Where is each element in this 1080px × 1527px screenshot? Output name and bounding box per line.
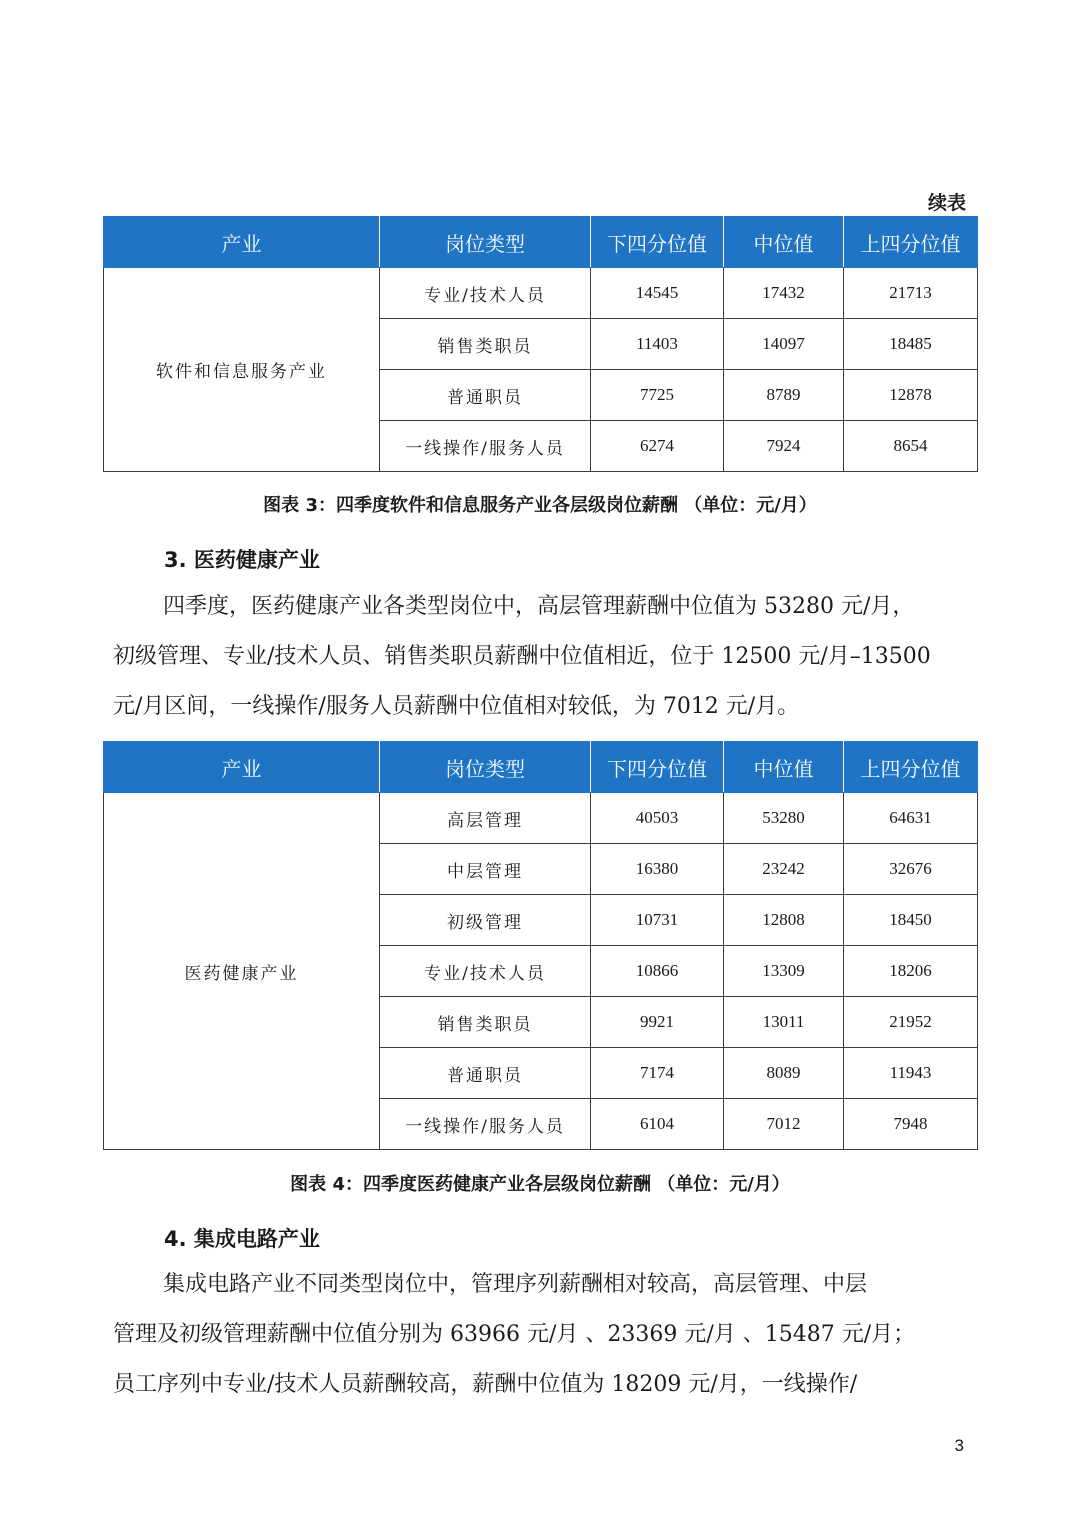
header-industry: 产业 [104,217,380,268]
salary-table-medical [103,741,978,1150]
position-cell: 销售类职员 [380,997,591,1048]
upper-quartile-cell: 11943 [844,1048,978,1099]
position-cell: 一线操作/服务人员 [380,1099,591,1150]
header-upper-quartile: 上四分位值 [844,742,978,793]
upper-quartile-cell: 7948 [844,1099,978,1150]
header-median: 中位值 [724,217,844,268]
lower-quartile-cell: 6104 [591,1099,724,1150]
position-cell: 销售类职员 [380,319,591,370]
section-heading-medical: 3. 医药健康产业 [164,548,320,572]
median-cell: 13011 [724,997,844,1048]
position-cell: 专业/技术人员 [380,946,591,997]
paragraph-medical [113,582,975,732]
header-lower-quartile: 下四分位值 [591,217,724,268]
median-cell: 8789 [724,370,844,421]
median-cell: 7012 [724,1099,844,1150]
median-cell: 8089 [724,1048,844,1099]
continued-table-label: 续表 [927,192,966,214]
position-cell: 普通职员 [380,1048,591,1099]
median-cell: 7924 [724,421,844,472]
upper-quartile-cell: 18450 [844,895,978,946]
lower-quartile-cell: 16380 [591,844,724,895]
section-heading-ic: 4. 集成电路产业 [164,1227,320,1251]
median-cell: 23242 [724,844,844,895]
paragraph-line: 元/月区间，一线操作/服务人员薪酬中位值相对较低，为 7012 元/月。 [113,694,800,719]
paragraph-line: 四季度，医药健康产业各类型岗位中，高层管理薪酬中位值为 53280 元/月， [163,594,915,619]
lower-quartile-cell: 7725 [591,370,724,421]
median-cell: 14097 [724,319,844,370]
lower-quartile-cell: 10731 [591,895,724,946]
table-caption-4: 图表 4：四季度医药健康产业各层级岗位薪酬 （单位：元/月） [290,1174,790,1195]
median-cell: 17432 [724,268,844,319]
table-caption-3: 图表 3：四季度软件和信息服务产业各层级岗位薪酬 （单位：元/月） [263,495,817,516]
position-cell: 初级管理 [380,895,591,946]
upper-quartile-cell: 18485 [844,319,978,370]
upper-quartile-cell: 32676 [844,844,978,895]
header-position-type: 岗位类型 [380,217,591,268]
lower-quartile-cell: 11403 [591,319,724,370]
position-cell: 专业/技术人员 [380,268,591,319]
upper-quartile-cell: 21713 [844,268,978,319]
lower-quartile-cell: 6274 [591,421,724,472]
header-upper-quartile: 上四分位值 [844,217,978,268]
position-cell: 中层管理 [380,844,591,895]
table-header-row [104,217,978,268]
table-row [104,268,978,319]
paragraph-ic [113,1260,975,1410]
industry-cell: 医药健康产业 [104,793,380,1150]
median-cell: 13309 [724,946,844,997]
header-industry: 产业 [104,742,380,793]
paragraph-line: 集成电路产业不同类型岗位中，管理序列薪酬相对较高，高层管理、中层 [163,1272,868,1297]
median-cell: 12808 [724,895,844,946]
lower-quartile-cell: 10866 [591,946,724,997]
position-cell: 普通职员 [380,370,591,421]
industry-cell: 软件和信息服务产业 [104,268,380,472]
median-cell: 53280 [724,793,844,844]
page-number: 3 [954,1436,964,1455]
upper-quartile-cell: 18206 [844,946,978,997]
position-cell: 一线操作/服务人员 [380,421,591,472]
lower-quartile-cell: 7174 [591,1048,724,1099]
position-cell: 高层管理 [380,793,591,844]
salary-table-software [103,216,978,472]
paragraph-line: 初级管理、专业/技术人员、销售类职员薪酬中位值相近，位于 12500 元/月–13500 [113,644,931,669]
table-header-row [104,742,978,793]
paragraph-line: 管理及初级管理薪酬中位值分别为 63966 元/月 、23369 元/月 、15487 元/月； [113,1322,916,1347]
table-row [104,793,978,844]
header-position-type: 岗位类型 [380,742,591,793]
upper-quartile-cell: 64631 [844,793,978,844]
upper-quartile-cell: 8654 [844,421,978,472]
lower-quartile-cell: 40503 [591,793,724,844]
paragraph-line: 员工序列中专业/技术人员薪酬较高，薪酬中位值为 18209 元/月，一线操作/ [113,1372,858,1397]
lower-quartile-cell: 9921 [591,997,724,1048]
header-lower-quartile: 下四分位值 [591,742,724,793]
header-median: 中位值 [724,742,844,793]
lower-quartile-cell: 14545 [591,268,724,319]
upper-quartile-cell: 21952 [844,997,978,1048]
upper-quartile-cell: 12878 [844,370,978,421]
